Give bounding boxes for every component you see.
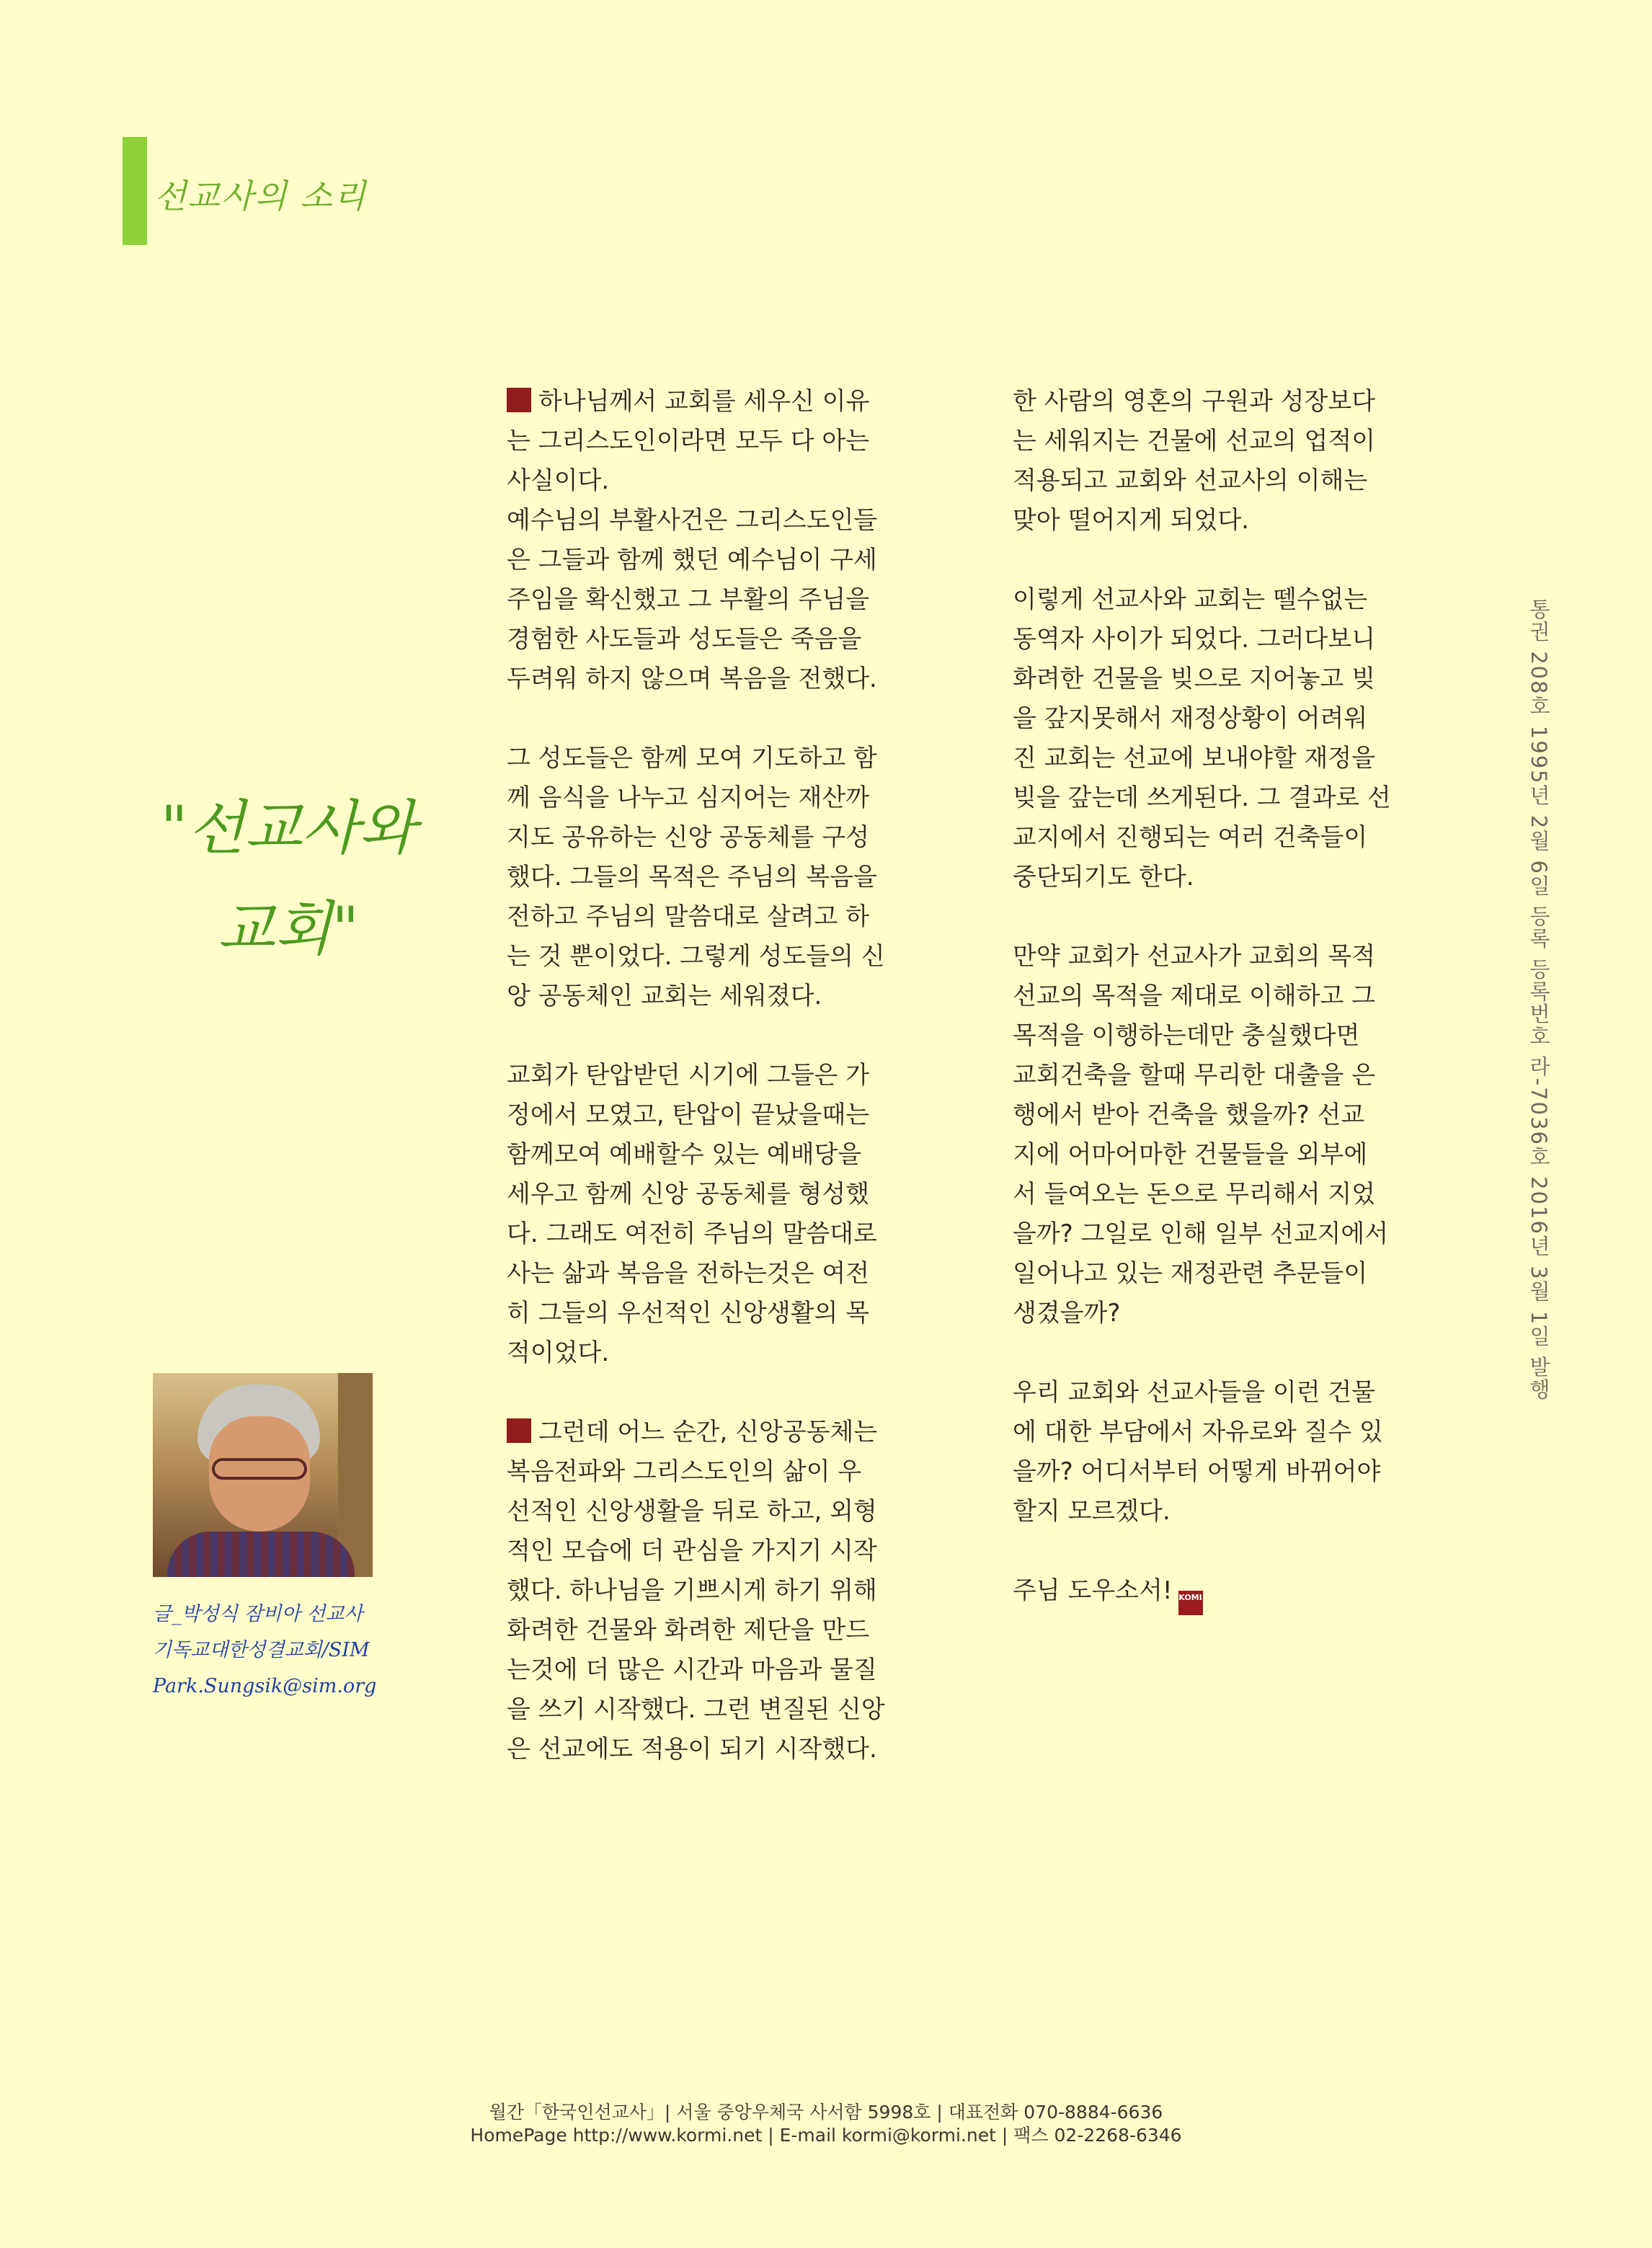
author-name: 글_박성식 잠비아 선교사 [153,1603,363,1625]
text-line: 을까? 그일로 인해 일부 선교지에서 [1013,1219,1389,1248]
text-line: 지에 어마어마한 건물들을 외부에 [1013,1140,1368,1169]
text-line: 목적을 이행하는데만 충실했다면 [1013,1021,1360,1050]
publication-info: 통권 208호 1995년 2월 6일 등록 등록번호 라-7036호 2016년 3월 1일 발행 [1527,598,1551,1401]
text-line: 행에서 받아 건축을 했을까? 선교 [1013,1101,1365,1129]
footer [0,2101,1652,2147]
article-title-line-2: 교회" [217,895,360,964]
text-line: 할지 모르겠다. [1013,1497,1171,1526]
text-line: 동역자 사이가 되었다. 그러다보니 [1013,625,1376,654]
text-line: 했다. 하나님을 기쁘시게 하기 위해 [507,1576,877,1605]
text-line: 히 그들의 우선적인 신앙생활의 목 [507,1299,870,1328]
photo-shirt [167,1532,355,1577]
paragraph [507,739,954,1016]
text-line: 주님 도우소서! KOMI [1013,1571,1460,1615]
author-byline [153,1596,398,1705]
text-line: 적인 모습에 더 관심을 가지기 시작 [507,1537,877,1565]
text-line: 세우고 함께 신앙 공동체를 형성했 [507,1180,870,1209]
text-line: 는것에 더 많은 시간과 마음과 물질 [507,1656,877,1684]
text-line: 은 선교에도 적용이 되기 시작했다. [507,1735,877,1764]
text-line: 우리 교회와 선교사들을 이런 건물 [1013,1378,1376,1407]
text-line: 는 것 뿐이었다. 그렇게 성도들의 신 [507,942,885,971]
text-line: 지도 공유하는 신앙 공동체를 구성 [507,823,870,852]
text-line: 했다. 그들의 목적은 주님의 복음을 [507,863,877,892]
text-line: 일어나고 있는 재정관련 추문들이 [1013,1259,1368,1288]
text-line: 교회가 탄압받던 시기에 그들은 가 [507,1061,870,1090]
text-line: 화려한 건물와 화려한 제단을 만드 [507,1616,870,1645]
text-line: 선적인 신앙생활을 뒤로 하고, 외형 [507,1497,877,1526]
paragraph [1013,382,1460,541]
text-line: 을까? 어디서부터 어떻게 바뀌어야 [1013,1457,1381,1486]
author-photo [153,1373,373,1577]
text-line: 전하고 주님의 말씀대로 살려고 하 [507,902,870,931]
text-line: 교지에서 진행되는 여러 건축들이 [1013,823,1368,852]
text-line: 주임을 확신했고 그 부활의 주님을 [507,585,870,614]
paragraph [1013,1571,1460,1615]
paragraph [1013,937,1460,1333]
paragraph [1013,1373,1460,1532]
komi-logo-icon: KOMI [1178,1591,1203,1615]
text-line: 경험한 사도들과 성도들은 죽음을 [507,625,862,654]
photo-glasses [212,1458,307,1480]
text-line: 함께모여 예배할수 있는 예배당을 [507,1140,862,1169]
section-accent-bar [123,137,147,245]
square-bullet-icon [507,388,531,412]
text-line: 서 들여오는 돈으로 무리해서 지었 [1013,1180,1376,1209]
text-line: 사실이다. [507,466,610,495]
text-line: 만약 교회가 선교사가 교회의 목적 [1013,942,1376,971]
text-line: 예수님의 부활사건은 그리스도인들 [507,506,878,535]
text-line: 생겼을까? [1013,1299,1121,1328]
text-line: 그런데 어느 순간, 신앙공동체는 [507,1413,954,1452]
author-affiliation: 기독교대한성결교회/SIM [153,1639,370,1661]
text-line: 맞아 떨어지게 되었다. [1013,506,1250,535]
text-line: 는 세워지는 건물에 선교의 업적이 [1013,427,1376,456]
paragraph [507,1056,954,1373]
text-line: 은 그들과 함께 했던 예수님이 구세 [507,546,877,574]
text-line: 진 교회는 선교에 보내야할 재정을 [1013,744,1376,773]
text-line: 화려한 건물을 빚으로 지어놓고 빚 [1013,665,1376,693]
text-line: 는 그리스도인이라면 모두 다 아는 [507,427,870,456]
article-column-right [1013,382,1460,1655]
text-line: 다. 그래도 여전히 주님의 말씀대로 [507,1219,877,1248]
text-line: 선교의 목적을 제대로 이해하고 그 [1013,982,1376,1010]
text-line: 이렇게 선교사와 교회는 뗄수없는 [1013,585,1368,614]
text-line: 중단되기도 한다. [1013,863,1194,892]
text-line: 사는 삶과 복음을 전하는것은 여전 [507,1259,870,1288]
text-line: 을 쓰기 시작했다. 그런 변질된 신앙 [507,1695,885,1724]
text-line: 적용되고 교회와 선교사의 이해는 [1013,466,1368,495]
paragraph [507,382,954,699]
text-line: 그 성도들은 함께 모여 기도하고 함 [507,744,877,773]
text-line: 앙 공동체인 교회는 세워졌다. [507,982,822,1010]
article-title [144,778,432,980]
author-email: Park.Sungsik@sim.org [153,1675,377,1697]
text-line: 께 음식을 나누고 심지어는 재산까 [507,783,870,812]
section-title: 선교사의 소리 [154,177,368,216]
text-line: 빚을 갚는데 쓰게된다. 그 결과로 선 [1013,783,1391,812]
text-line: 교회건축을 할때 무리한 대출을 은 [1013,1061,1376,1090]
text-line: 을 갚지못해서 재정상황이 어려워 [1013,704,1368,733]
text-line: 에 대한 부담에서 자유로와 질수 있 [1013,1418,1383,1447]
footer-address: 월간「한국인선교사」| 서울 중앙우체국 사서함 5998호 | 대표전화 070-8884-6636 [489,2102,1163,2123]
paragraph [1013,580,1460,897]
article-column-left [507,382,954,1809]
text-line: 적이었다. [507,1338,610,1367]
text-line: 한 사람의 영혼의 구원과 성장보다 [1013,387,1376,416]
paragraph [507,1413,954,1769]
text-line: 복음전파와 그리스도인의 삶이 우 [507,1457,862,1486]
square-bullet-icon [507,1418,531,1443]
text-line: 정에서 모였고, 탄압이 끝났을때는 [507,1101,870,1129]
text-line: 하나님께서 교회를 세우신 이유 [507,382,954,422]
text-line: 두려워 하지 않으며 복음을 전했다. [507,665,877,693]
article-title-line-1: "선교사와 [160,794,417,863]
footer-contact: HomePage http://www.kormi.net | E-mail kormi@kormi.net | 팩스 02-2268-6346 [470,2125,1182,2146]
